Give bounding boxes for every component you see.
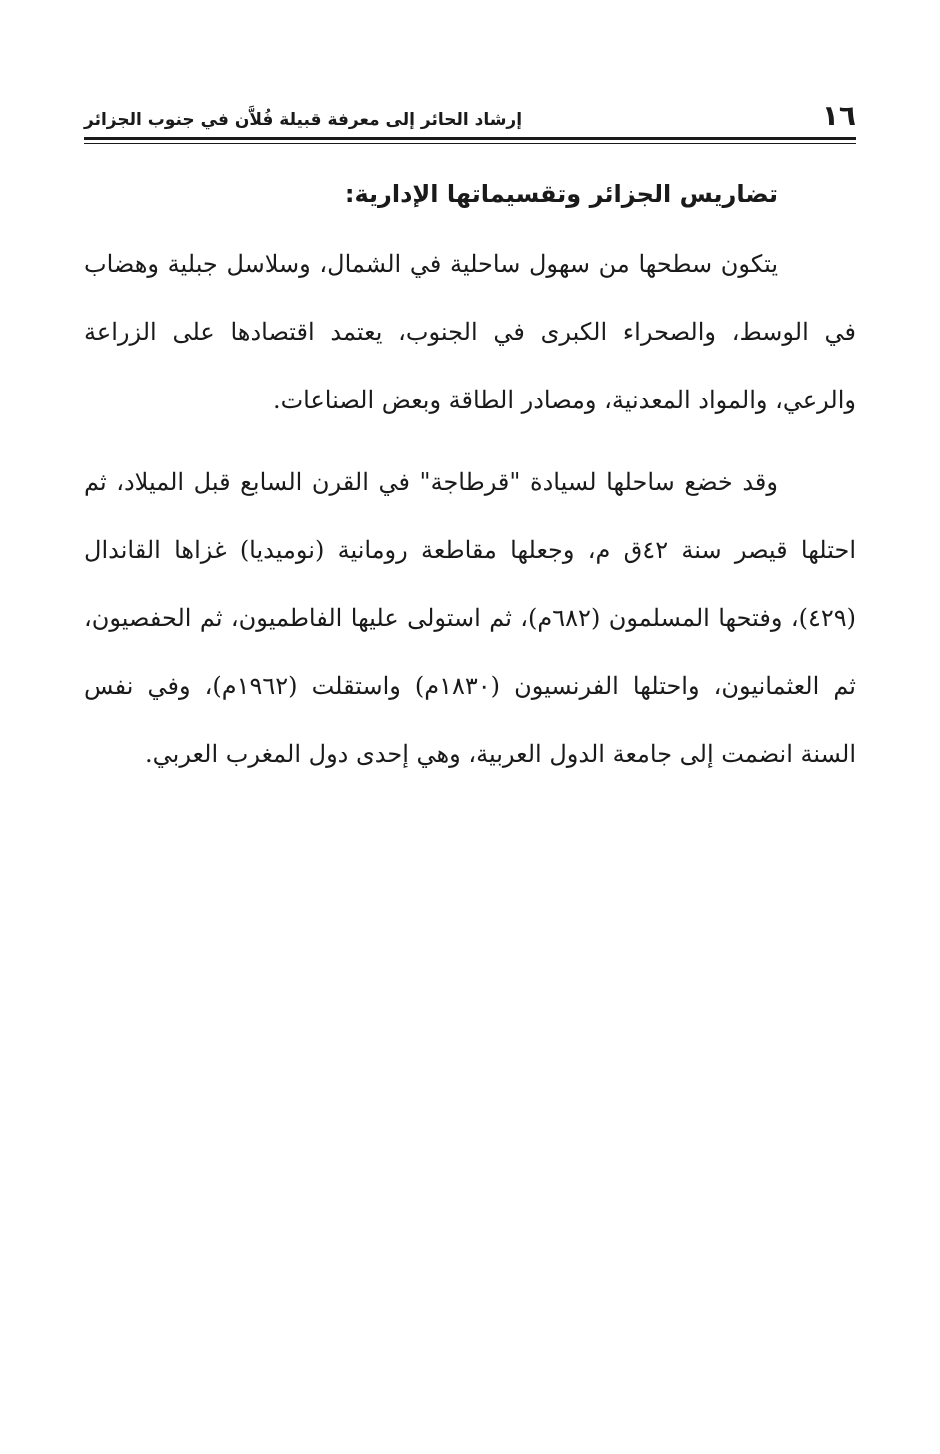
header-rule-thin: [84, 143, 856, 144]
running-title: إرشاد الحائر إلى معرفة قبيلة فُلاَّن في جنوب الجزائر: [84, 110, 523, 130]
page-header: [84, 96, 856, 136]
book-page: [84, 96, 856, 788]
paragraph-terrain: يتكون سطحها من سهول ساحلية في الشمال، وسلاسل جبلية وهضاب في الوسط، والصحراء الكبرى في الجنوب، يعتمد اقتصادها على الزراعة والرعي، والمواد المعدنية، ومصادر الطاقة وبعض الصناعات.: [84, 250, 856, 414]
paragraph-history: وقد خضع ساحلها لسيادة "قرطاجة" في القرن السابع قبل الميلاد، ثم احتلها قيصر سنة ٤٢ق م، وجعلها مقاطعة رومانية (نوميديا) غزاها القاندال (٤٢٩)، وفتحها المسلمون (٦٨٢م)، ثم استولى عليها الفاطميون، ثم الحفصيون، ثم العثمانيون، واحتلها الفرنسيون (١٨٣٠م) واستقلت (١٩٦٢م)، وفي نفس السنة انضمت إلى جامعة الدول العربية، وهي إحدى دول المغرب العربي.: [84, 468, 856, 768]
section-heading: تضاريس الجزائر وتقسيماتها الإدارية:: [344, 180, 778, 208]
page-number: ١٦: [821, 99, 856, 132]
